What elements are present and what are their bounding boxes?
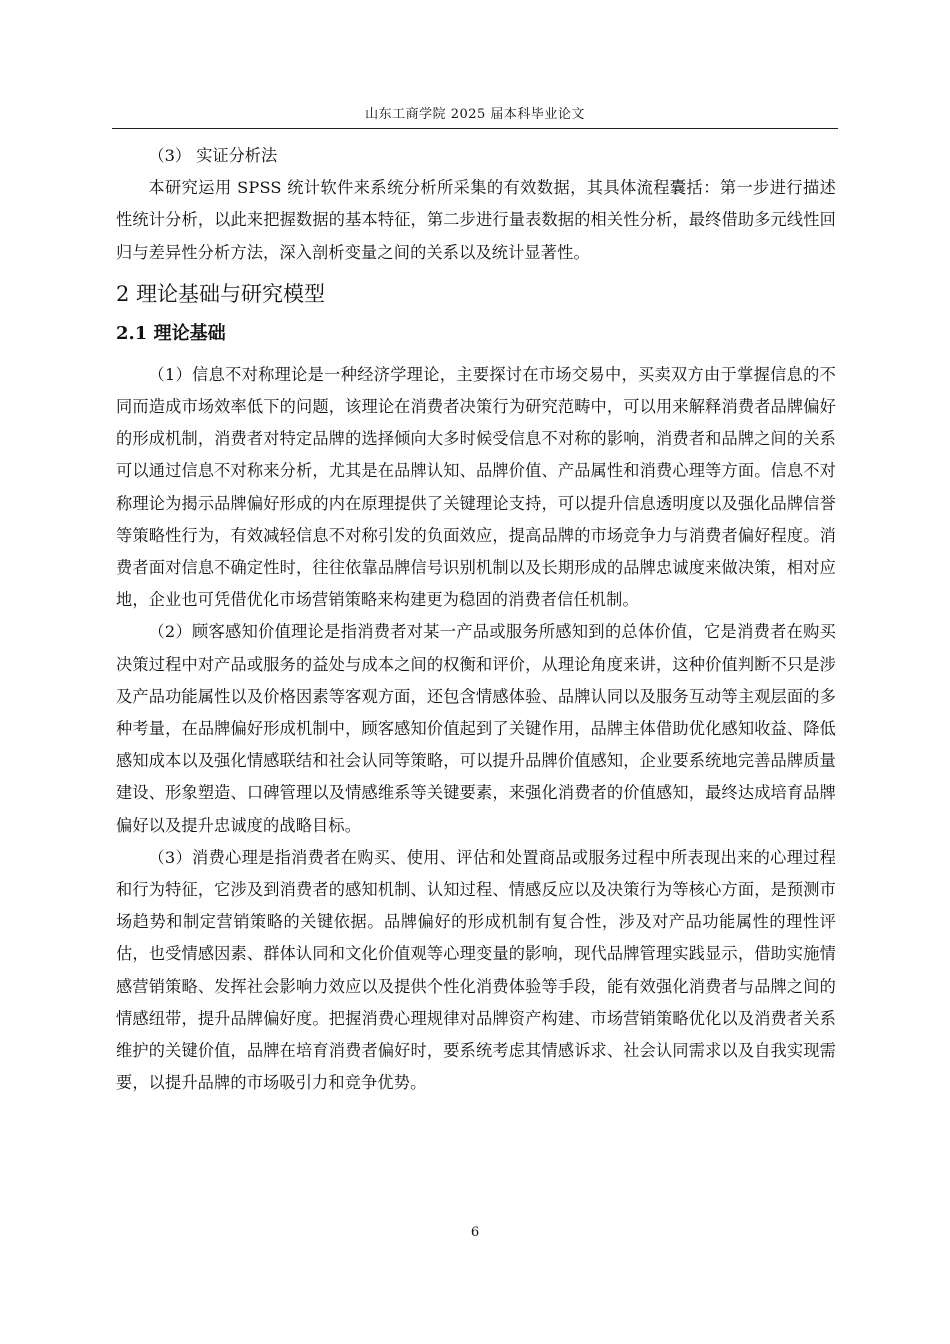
page-number: 6 <box>470 1225 480 1240</box>
running-header: 山东工商学院 2025 届本科毕业论文 <box>365 107 585 122</box>
theory-paragraph-2: （2）顾客感知价值理论是指消费者对某一产品或服务所感知到的总体价值，它是消费者在购买决策过程中对产品或服务的益处与成本之间的权衡和评价，从理论角度来讲，这种价值判断不只是涉及产品功能属性以及价格因素等客观方面，还包含情感体验、品牌认同以及服务互动等主观层面的多种考量，在品牌偏好形成机制中，顾客感知价值起到了关键作用，品牌主体借助优化感知收益、降低感知成本以及强化情感联结和社会认同等策略，可以提升品牌价值感知，企业要系统地完善品牌质量建设、形象塑造、口碑管理以及情感维系等关键要素，来强化消费者的价值感知，最终达成培育品牌偏好以及提升忠诚度的战略目标。 <box>116 622 836 835</box>
page-content <box>116 140 836 1099</box>
chapter-heading: 2 理论基础与研究模型 <box>116 281 326 306</box>
method-item-title: （3） 实证分析法 <box>148 146 278 165</box>
section-heading: 2.1 理论基础 <box>116 322 226 344</box>
method-item-paragraph: 本研究运用 SPSS 统计软件来系统分析所采集的有效数据，其具体流程囊括：第一步进行描述性统计分析，以此来把握数据的基本特征，第二步进行量表数据的相关性分析，最终借助多元线性回归与差异性分析方法，深入剖析变量之间的关系以及统计显著性。 <box>116 178 836 262</box>
header-rule <box>112 128 838 129</box>
theory-paragraph-1: （1）信息不对称理论是一种经济学理论，主要探讨在市场交易中，买卖双方由于掌握信息的不同而造成市场效率低下的问题，该理论在消费者决策行为研究范畴中，可以用来解释消费者品牌偏好的形成机制，消费者对特定品牌的选择倾向大多时候受信息不对称的影响，消费者和品牌之间的关系可以通过信息不对称来分析，尤其是在品牌认知、品牌价值、产品属性和消费心理等方面。信息不对称理论为揭示品牌偏好形成的内在原理提供了关键理论支持，可以提升信息透明度以及强化品牌信誉等策略性行为，有效减轻信息不对称引发的负面效应，提高品牌的市场竞争力与消费者偏好程度。消费者面对信息不确定性时，往往依靠品牌信号识别机制以及长期形成的品牌忠诚度来做决策，相对应地，企业也可凭借优化市场营销策略来构建更为稳固的消费者信任机制。 <box>116 364 836 610</box>
theory-paragraph-3: （3）消费心理是指消费者在购买、使用、评估和处置商品或服务过程中所表现出来的心理过程和行为特征，它涉及到消费者的感知机制、认知过程、情感反应以及决策行为等核心方面，是预测市场趋势和制定营销策略的关键依据。品牌偏好的形成机制有复合性，涉及对产品功能属性的理性评估，也受情感因素、群体认同和文化价值观等心理变量的影响，现代品牌管理实践显示，借助实施情感营销策略、发挥社会影响力效应以及提供个性化消费体验等手段，能有效强化消费者与品牌之间的情感纽带，提升品牌偏好度。把握消费心理规律对品牌资产构建、市场营销策略优化以及消费者关系维护的关键价值，品牌在培育消费者偏好时，要系统考虑其情感诉求、社会认同需求以及自我实现需要，以提升品牌的市场吸引力和竞争优势。 <box>116 847 836 1093</box>
